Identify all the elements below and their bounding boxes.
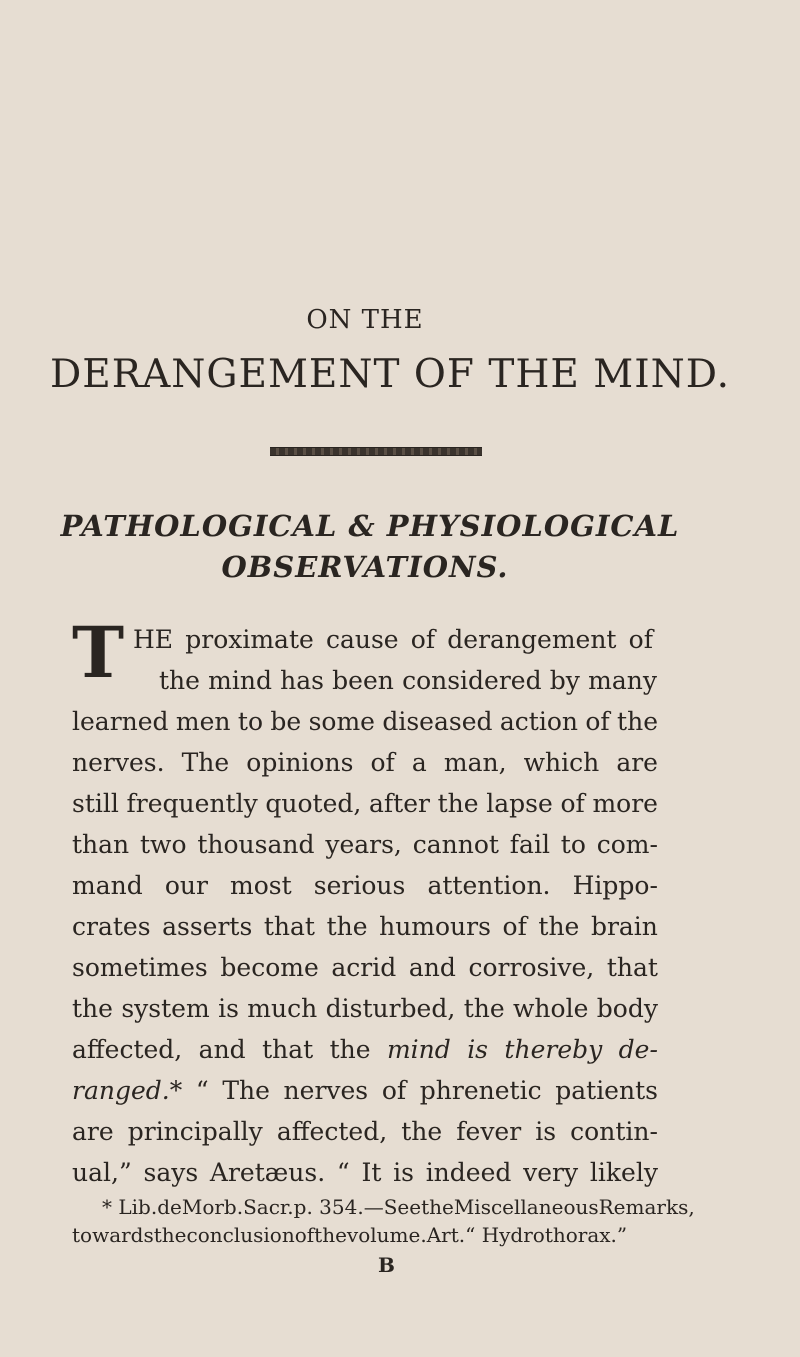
word: action (499, 707, 578, 736)
word: that (262, 1035, 314, 1064)
word: the (72, 994, 113, 1023)
word: It (361, 1158, 382, 1187)
word: to (560, 830, 586, 859)
word: fail (509, 830, 550, 859)
word: quoted, (265, 789, 362, 818)
word: ranged.* (72, 1076, 183, 1105)
word: nerves. (72, 748, 165, 777)
body-line (72, 825, 658, 865)
word: volume. (346, 1223, 427, 1247)
word: the (329, 1035, 371, 1064)
word: proximate (185, 625, 314, 654)
word: humours (379, 912, 491, 941)
word: that (606, 953, 658, 982)
body-line (72, 1153, 658, 1193)
word: has (280, 666, 324, 695)
footnote-line-2 (72, 1223, 628, 1247)
word: of (381, 1076, 407, 1105)
word: corrosive, (468, 953, 595, 982)
word: than (72, 830, 130, 859)
signature-mark: B (378, 1253, 395, 1277)
word: towards (72, 1223, 154, 1247)
word: the (153, 1223, 187, 1247)
word: contin- (570, 1117, 658, 1146)
word: de- (618, 1035, 658, 1064)
word: cause (325, 625, 399, 654)
word: become (220, 953, 319, 982)
word: whole (513, 994, 589, 1023)
word: to (237, 707, 264, 736)
body-line (72, 989, 658, 1029)
body-line (72, 702, 658, 742)
word: and (198, 1035, 246, 1064)
body-line (72, 907, 658, 947)
word: fever (456, 1117, 522, 1146)
word: system (121, 994, 210, 1023)
word: that (263, 912, 315, 941)
word: the (401, 1117, 443, 1146)
word: the (437, 789, 479, 818)
word: the (617, 707, 658, 736)
word: Art. (426, 1223, 466, 1247)
word: two (140, 830, 187, 859)
word: by (549, 666, 580, 695)
word: many (588, 666, 657, 695)
word: thousand (197, 830, 315, 859)
word: frequently (126, 789, 258, 818)
word: HE (133, 625, 174, 654)
word: “ Hydrothorax.” (465, 1223, 628, 1247)
word: of (502, 912, 527, 941)
word: The (222, 1076, 270, 1105)
word: are (616, 748, 658, 777)
word: com- (596, 830, 658, 859)
word: crates (72, 912, 151, 941)
footnote-line-1 (102, 1195, 695, 1219)
word: man, (443, 748, 507, 777)
word: of (628, 625, 653, 654)
word: acrid (331, 953, 397, 982)
word: patients (555, 1076, 658, 1105)
word: much (247, 994, 318, 1023)
word: some (308, 707, 375, 736)
drop-cap: T (72, 611, 125, 694)
word: The (181, 748, 230, 777)
word: still (72, 789, 119, 818)
word: cannot (412, 830, 499, 859)
subheading-line-2: OBSERVATIONS. (221, 550, 509, 584)
word: asserts (162, 912, 253, 941)
word: our (164, 871, 208, 900)
word: mind (386, 1035, 451, 1064)
word: derangement (447, 625, 617, 654)
word: nerves (283, 1076, 369, 1105)
word: the (463, 994, 505, 1023)
word: are (72, 1117, 114, 1146)
word: thereby (504, 1035, 603, 1064)
word: diseased (382, 707, 493, 736)
body-line (133, 620, 653, 660)
word: years, (325, 830, 402, 859)
word: mand (72, 871, 143, 900)
word: sometimes (72, 953, 208, 982)
body-line (159, 661, 657, 701)
word: is (467, 1035, 489, 1064)
word: affected, (276, 1117, 388, 1146)
word: been (332, 666, 394, 695)
word: is (393, 1158, 414, 1187)
word: opinions (246, 748, 354, 777)
word: mind (208, 666, 272, 695)
word: Aretæus. (209, 1158, 326, 1187)
word: Remarks, (598, 1195, 695, 1219)
body-line (72, 866, 658, 906)
word: of (294, 1223, 315, 1247)
word: “ (336, 1158, 350, 1187)
word: conclusion (186, 1223, 295, 1247)
word: of (560, 789, 585, 818)
body-line (72, 1030, 658, 1070)
word: attention. (427, 871, 551, 900)
word: of (370, 748, 395, 777)
word: which (523, 748, 600, 777)
word: men (175, 707, 231, 736)
page-title: DERANGEMENT OF THE MIND. (49, 352, 730, 397)
word: most (230, 871, 292, 900)
word: affected, (72, 1035, 183, 1064)
word: says (143, 1158, 199, 1187)
word: disturbed, (325, 994, 456, 1023)
word: Miscellaneous (453, 1195, 599, 1219)
word: considered (402, 666, 542, 695)
word: a (411, 748, 427, 777)
body-line (72, 784, 658, 824)
word: the (314, 1223, 347, 1247)
word: be (270, 707, 302, 736)
word: very (523, 1158, 579, 1187)
word: serious (313, 871, 406, 900)
word: ual,” (72, 1158, 132, 1187)
body-line (72, 1071, 658, 1111)
body-line (72, 948, 658, 988)
word: lapse (486, 789, 553, 818)
word: and (408, 953, 456, 982)
word: of (410, 625, 436, 654)
heading-small: ON THE (306, 305, 424, 335)
word: body (596, 994, 658, 1023)
ornamental-rule (270, 447, 482, 456)
word: the (159, 666, 200, 695)
word: brain (590, 912, 658, 941)
word: is (218, 994, 239, 1023)
word: Morb. (181, 1195, 244, 1219)
word: Sacr. (243, 1195, 294, 1219)
word: the (538, 912, 580, 941)
body-line (72, 1112, 658, 1152)
word: more (592, 789, 658, 818)
word: indeed (425, 1158, 512, 1187)
word: of (585, 707, 610, 736)
word: * Lib. (102, 1195, 158, 1219)
word: after (369, 789, 430, 818)
subheading-line-1: PATHOLOGICAL & PHYSIOLOGICAL (60, 509, 680, 543)
word: is (535, 1117, 557, 1146)
word: principally (127, 1117, 263, 1146)
word: p. 354.—See (293, 1195, 422, 1219)
word: phrenetic (419, 1076, 542, 1105)
word: learned (72, 707, 169, 736)
word: the (326, 912, 368, 941)
body-line (72, 743, 658, 783)
word: “ (195, 1076, 209, 1105)
word: the (421, 1195, 454, 1219)
word: de (157, 1195, 182, 1219)
word: Hippo- (572, 871, 658, 900)
word: likely (589, 1158, 658, 1187)
